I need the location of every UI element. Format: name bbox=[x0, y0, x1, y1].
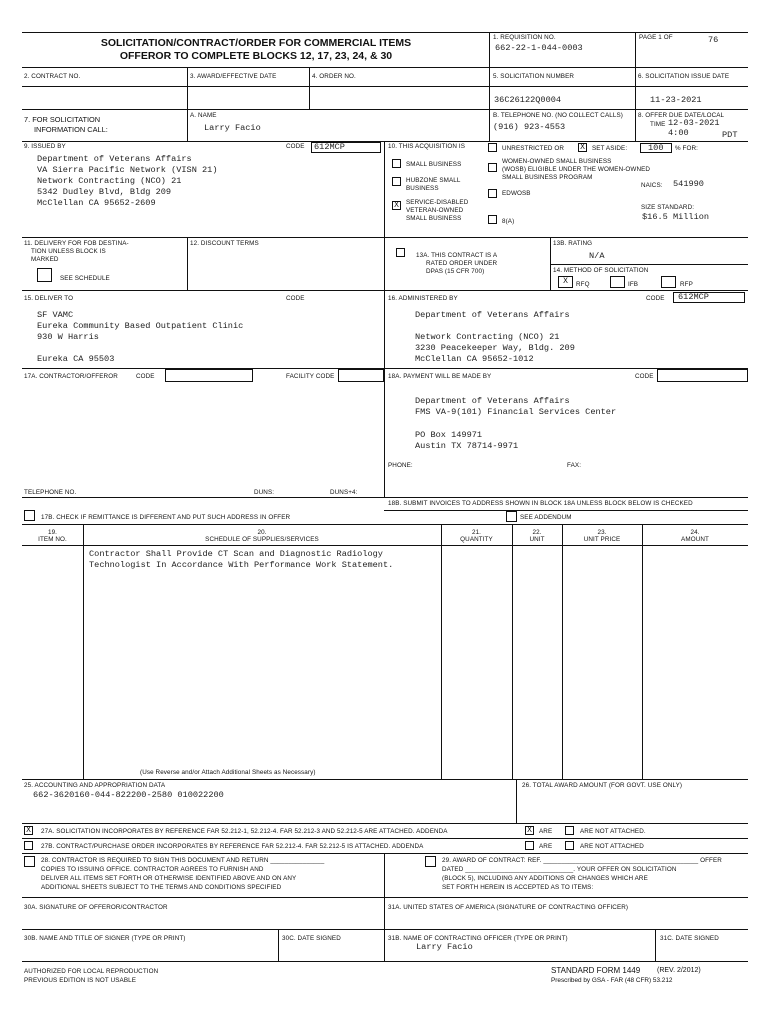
ifb-checkbox[interactable] bbox=[610, 276, 625, 288]
administered-by-code-value: 612MCP bbox=[678, 292, 709, 302]
sdvosb-checkbox[interactable]: X bbox=[392, 201, 401, 210]
set-aside-label: SET ASIDE: bbox=[592, 145, 628, 152]
payment-code-box bbox=[657, 369, 748, 382]
payment-line2: FMS VA-9(101) Financial Services Center bbox=[415, 407, 617, 417]
eight-a-label: 8(A) bbox=[502, 218, 515, 225]
clause-27b-checkbox[interactable] bbox=[24, 841, 33, 850]
footer-previous-edition: PREVIOUS EDITION IS NOT USABLE bbox=[24, 977, 137, 984]
col-item-num: 19. bbox=[47, 529, 58, 536]
rfq-label: RFQ bbox=[576, 281, 590, 288]
issued-by-line5: McClellan CA 95652-2609 bbox=[37, 198, 156, 208]
delivery-label-3: MARKED bbox=[31, 256, 59, 263]
offer-due-time: 4:00 bbox=[668, 128, 689, 138]
set-aside-checkbox[interactable]: X bbox=[578, 143, 587, 152]
signature-offeror-label: 30A. SIGNATURE OF OFFEROR/CONTRACTOR bbox=[24, 904, 168, 911]
contractor-code-input[interactable] bbox=[165, 369, 253, 382]
sdvosb-label-2: VETERAN-OWNED bbox=[406, 207, 464, 214]
issue-date-value: 11-23-2021 bbox=[650, 95, 702, 105]
rated-order-label-2: RATED ORDER UNDER bbox=[426, 260, 498, 267]
contractor-label: 17A. CONTRACTOR/OFFEROR bbox=[24, 373, 118, 380]
see-addendum-label: SEE ADDENDUM bbox=[520, 514, 572, 521]
solicitation-number-value: 36C26122Q0004 bbox=[494, 95, 562, 105]
clause-27b-label: 27B. CONTRACT/PURCHASE ORDER INCORPORATES BY REFERENCE FAR 52.212-4. FAR 52.212-5 IS ATTACHED. ADDENDA bbox=[41, 843, 424, 850]
deliver-to-line2: Eureka Community Based Outpatient Clinic bbox=[37, 321, 244, 331]
schedule-text-line1: Contractor Shall Provide CT Scan and Diagnostic Radiology bbox=[89, 549, 383, 559]
issued-by-line4: 5342 Dudley Blvd, Bldg 209 bbox=[37, 187, 172, 197]
offer-due-timezone: PDT bbox=[722, 130, 738, 140]
form-title-line2: OFFEROR TO COMPLETE BLOCKS 12, 17, 23, 24, & 30 bbox=[119, 50, 393, 62]
schedule-footnote: (Use Reverse and/or Attach Additional Sheets as Necessary) bbox=[140, 769, 316, 776]
eight-a-checkbox[interactable] bbox=[488, 215, 497, 224]
payment-phone-label: PHONE: bbox=[388, 462, 413, 469]
col-item-label: ITEM NO. bbox=[38, 536, 67, 543]
col-unit-price-num: 23. bbox=[597, 529, 607, 536]
form-title-line1: SOLICITATION/CONTRACT/ORDER FOR COMMERCIAL ITEMS bbox=[100, 37, 412, 49]
signer-name-label: 30B. NAME AND TITLE OF SIGNER (TYPE OR PRINT) bbox=[24, 935, 186, 942]
clause-28-line4: ADDITIONAL SHEETS SUBJECT TO THE TERMS AND CONDITIONS SPECIFIED bbox=[41, 884, 282, 891]
clause-28-line2: COPIES TO ISSUING OFFICE. CONTRACTOR AGREES TO FURNISH AND bbox=[41, 866, 264, 873]
remittance-label: 17B. CHECK IF REMITTANCE IS DIFFERENT AND PUT SUCH ADDRESS IN OFFER bbox=[41, 514, 291, 521]
payment-line5: Austin TX 78714-9971 bbox=[415, 441, 519, 451]
name-label: A. NAME bbox=[190, 112, 217, 119]
officer-date-label: 31C. DATE SIGNED bbox=[660, 935, 719, 942]
rated-order-label-3: DPAS (15 CFR 700) bbox=[426, 268, 485, 275]
rfp-checkbox[interactable] bbox=[661, 276, 676, 288]
deliver-to-line1: SF VAMC bbox=[37, 310, 74, 320]
issued-by-code-value: 612MCP bbox=[314, 142, 345, 152]
issued-by-line3: Network Contracting (NCO) 21 bbox=[37, 176, 182, 186]
requisition-value: 662-22-1-044-0003 bbox=[495, 43, 583, 53]
footer-reproduction: AUTHORIZED FOR LOCAL REPRODUCTION bbox=[24, 968, 159, 975]
duns-label: DUNS: bbox=[254, 489, 275, 496]
clause-28-line1: 28. CONTRACTOR IS REQUIRED TO SIGN THIS DOCUMENT AND RETURN _______________ bbox=[41, 857, 325, 864]
rfp-label: RFP bbox=[680, 281, 693, 288]
officer-name-label: 31B. NAME OF CONTRACTING OFFICER (TYPE OR PRINT) bbox=[388, 935, 568, 942]
clause-28-checkbox[interactable] bbox=[24, 856, 35, 867]
small-business-checkbox[interactable] bbox=[392, 159, 401, 168]
solicitation-number-label: 5. SOLICITATION NUMBER bbox=[493, 73, 575, 80]
small-business-label: SMALL BUSINESS bbox=[406, 161, 462, 168]
rating-label: 13B. RATING bbox=[553, 240, 593, 247]
sdvosb-label-3: SMALL BUSINESS bbox=[406, 215, 462, 222]
size-standard-label: SIZE STANDARD: bbox=[641, 204, 695, 211]
payment-line1: Department of Veterans Affairs bbox=[415, 396, 570, 406]
issue-date-label: 6. SOLICITATION ISSUE DATE bbox=[638, 73, 730, 80]
27b-are-label: ARE bbox=[539, 843, 553, 850]
clause-27a-label: 27A. SOLICITATION INCORPORATES BY REFERENCE FAR 52.212-1, 52.212-4. FAR 52.212-3 AND 52.212-5 ARE ATTACHED. ADDENDA bbox=[41, 828, 448, 835]
ifb-label: IFB bbox=[628, 281, 639, 288]
see-schedule-label: SEE SCHEDULE bbox=[60, 275, 110, 282]
27a-are-label: ARE bbox=[539, 828, 553, 835]
remittance-checkbox[interactable] bbox=[24, 510, 35, 521]
col-quantity-num: 21. bbox=[471, 529, 482, 536]
clause-29-checkbox[interactable] bbox=[425, 856, 436, 867]
issued-by-label: 9. ISSUED BY bbox=[24, 143, 66, 150]
payment-code-label: CODE bbox=[635, 373, 654, 380]
clause-29-line2: DATED ______________________________. YOUR OFFER ON SOLICITATION bbox=[442, 866, 677, 873]
wosb-label-2: (WOSB) ELIGIBLE UNDER THE WOMEN-OWNED bbox=[502, 166, 651, 173]
rated-order-label-1: 13A. THIS CONTRACT IS A bbox=[416, 252, 498, 259]
signature-officer-label: 31A. UNITED STATES OF AMERICA (SIGNATURE OF CONTRACTING OFFICER) bbox=[388, 904, 629, 911]
duns4-label: DUNS+4: bbox=[330, 489, 358, 496]
rfq-checkbox[interactable]: X bbox=[558, 276, 573, 288]
clause-29-line1: 29. AWARD OF CONTRACT: REF. ___________________________________________ OFFER bbox=[442, 857, 722, 864]
unrestricted-checkbox[interactable] bbox=[488, 143, 497, 152]
col-schedule-label: SCHEDULE OF SUPPLIES/SERVICES bbox=[205, 536, 319, 543]
requisition-label: 1. REQUISITION NO. bbox=[493, 34, 556, 41]
deliver-to-code-label: CODE bbox=[286, 295, 305, 302]
contract-no-label: 2. CONTRACT NO. bbox=[24, 73, 81, 80]
delivery-label-1: 11. DELIVERY FOR FOB DESTINA- bbox=[24, 240, 129, 247]
officer-name-value: Larry Facio bbox=[416, 942, 473, 952]
wosb-checkbox[interactable] bbox=[488, 163, 497, 172]
clause-27a-checkbox[interactable]: X bbox=[24, 826, 33, 835]
col-unit-num: 22. bbox=[532, 529, 542, 536]
page-label: PAGE 1 OF bbox=[639, 34, 673, 41]
col-quantity-label: QUANTITY bbox=[460, 536, 493, 543]
col-amount-num: 24. bbox=[690, 529, 700, 536]
administered-by-line3: Network Contracting (NCO) 21 bbox=[415, 332, 560, 342]
footer-form-number: STANDARD FORM 1449 bbox=[551, 966, 641, 975]
wosb-label-3: SMALL BUSINESS PROGRAM bbox=[502, 174, 593, 181]
deliver-to-label: 15. DELIVER TO bbox=[24, 295, 74, 302]
clause-29-line4: SET FORTH HEREIN IS ACCEPTED AS TO ITEMS: bbox=[442, 884, 594, 891]
deliver-to-line3: 930 W Harris bbox=[37, 332, 99, 342]
schedule-text-line2: Technologist In Accordance With Performance Work Statement. bbox=[89, 560, 394, 570]
telephone-value: (916) 923-4553 bbox=[493, 122, 566, 132]
clause-28-line3: DELIVER ALL ITEMS SET FORTH OR OTHERWISE IDENTIFIED ABOVE AND ON ANY bbox=[41, 875, 297, 882]
27a-are-not-checkbox[interactable] bbox=[565, 826, 574, 835]
edwosb-checkbox[interactable] bbox=[488, 189, 497, 198]
administered-by-line4: 3230 Peacekeeper Way, Bldg. 209 bbox=[415, 343, 575, 353]
accounting-value: 662-3620160-044-822200-2580 010022200 bbox=[33, 790, 224, 800]
27b-are-not-label: ARE NOT ATTACHED bbox=[580, 843, 644, 850]
col-unit-label: UNIT bbox=[529, 536, 545, 543]
col-amount-label: AMOUNT bbox=[681, 536, 709, 543]
for-solicitation-label bbox=[24, 115, 108, 135]
wosb-label-1: WOMEN-OWNED SMALL BUSINESS bbox=[502, 158, 612, 165]
27a-are-checkbox[interactable]: X bbox=[525, 826, 534, 835]
edwosb-label: EDWOSB bbox=[502, 190, 531, 197]
accounting-label: 25. ACCOUNTING AND APPROPRIATION DATA bbox=[24, 782, 166, 789]
naics-label: NAICS: bbox=[641, 182, 663, 189]
see-schedule-checkbox[interactable] bbox=[37, 268, 52, 282]
27b-are-checkbox[interactable] bbox=[525, 841, 534, 850]
clause-29-line3: (BLOCK 5), INCLUDING ANY ADDITIONS OR CHANGES WHICH ARE bbox=[442, 875, 648, 882]
page-value: 76 bbox=[708, 35, 719, 45]
set-aside-pct-value: 100 bbox=[648, 143, 664, 153]
sdvosb-label-1: SERVICE-DISABLED bbox=[406, 199, 469, 206]
footer-prescribed: Prescribed by GSA - FAR (48 CFR) 53.212 bbox=[551, 977, 673, 984]
administered-by-line1: Department of Veterans Affairs bbox=[415, 310, 570, 320]
for-solicitation-line2: INFORMATION CALL: bbox=[34, 125, 108, 134]
issued-by-line1: Department of Veterans Affairs bbox=[37, 154, 192, 164]
contractor-code-label: CODE bbox=[136, 373, 155, 380]
hubzone-label-2: BUSINESS bbox=[406, 185, 439, 192]
invoice-label: 18B. SUBMIT INVOICES TO ADDRESS SHOWN IN BLOCK 18A UNLESS BLOCK BELOW IS CHECKED bbox=[388, 500, 693, 507]
see-addendum-checkbox[interactable] bbox=[506, 511, 517, 522]
offer-due-time-label: TIME bbox=[650, 121, 666, 128]
issued-by-code-label: CODE bbox=[286, 143, 305, 150]
method-label: 14. METHOD OF SOLICITATION bbox=[553, 267, 649, 274]
offer-due-label: 8. OFFER DUE DATE/LOCAL bbox=[638, 112, 725, 119]
delivery-label-2: TION UNLESS BLOCK IS bbox=[31, 248, 106, 255]
total-award-label: 26. TOTAL AWARD AMOUNT (FOR GOVT. USE ONLY) bbox=[522, 782, 683, 789]
unrestricted-label: UNRESTRICTED OR bbox=[502, 145, 565, 152]
naics-value: 541990 bbox=[673, 179, 704, 189]
offer-due-date: 12-03-2021 bbox=[668, 118, 720, 128]
issued-by-line2: VA Sierra Pacific Network (VISN 21) bbox=[37, 165, 218, 175]
administered-by-line5: McClellan CA 95652-1012 bbox=[415, 354, 534, 364]
set-aside-for-label: % FOR: bbox=[675, 145, 698, 152]
payment-label: 18A. PAYMENT WILL BE MADE BY bbox=[388, 373, 492, 380]
administered-by-label: 16. ADMINISTERED BY bbox=[388, 295, 458, 302]
offeror-date-label: 30C. DATE SIGNED bbox=[282, 935, 341, 942]
size-standard-value: $16.5 Million bbox=[642, 212, 710, 222]
award-date-label: 3. AWARD/EFFECTIVE DATE bbox=[190, 73, 277, 80]
rated-order-checkbox[interactable] bbox=[396, 248, 405, 257]
name-value: Larry Facio bbox=[204, 123, 261, 133]
footer-revision: (REV. 2/2012) bbox=[657, 967, 701, 974]
payment-fax-label: FAX: bbox=[567, 462, 582, 469]
contractor-telephone-label: TELEPHONE NO. bbox=[24, 489, 77, 496]
discount-terms-label: 12. DISCOUNT TERMS bbox=[190, 240, 259, 247]
hubzone-checkbox[interactable] bbox=[392, 177, 401, 186]
col-schedule-num: 20. bbox=[257, 529, 267, 536]
facility-code-label: FACILITY CODE bbox=[286, 373, 335, 380]
for-solicitation-line1: 7. FOR SOLICITATION bbox=[24, 115, 101, 124]
acquisition-label: 10. THIS ACQUISITION IS bbox=[388, 143, 466, 150]
administered-by-code-label: CODE bbox=[646, 295, 665, 302]
order-no-label: 4. ORDER NO. bbox=[312, 73, 356, 80]
27a-are-not-label: ARE NOT ATTACHED. bbox=[580, 828, 646, 835]
27b-are-not-checkbox[interactable] bbox=[565, 841, 574, 850]
deliver-to-line5: Eureka CA 95503 bbox=[37, 354, 115, 364]
facility-code-input[interactable] bbox=[338, 369, 384, 382]
payment-line4: PO Box 149971 bbox=[415, 430, 483, 440]
telephone-label: B. TELEPHONE NO. (NO COLLECT CALLS) bbox=[493, 112, 623, 119]
hubzone-label-1: HUBZONE SMALL bbox=[406, 177, 461, 184]
rating-value: N/A bbox=[589, 251, 605, 261]
col-unit-price-label: UNIT PRICE bbox=[583, 536, 621, 543]
